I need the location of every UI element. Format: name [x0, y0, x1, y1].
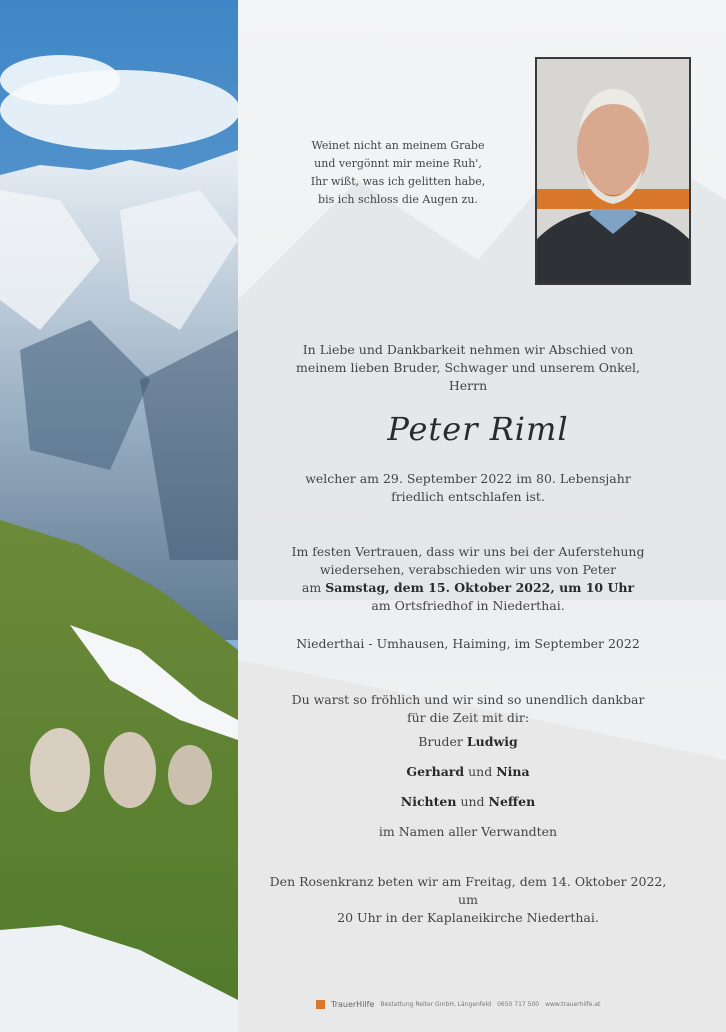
thanks-line: für die Zeit mit dir: [406, 710, 530, 725]
mourner-couple [268, 763, 668, 781]
mountain-photo [0, 0, 238, 1032]
footer-info: Bestattung Reiter GmbH, Längenfeld [380, 1000, 492, 1008]
footer-phone: 0650 717 500 [497, 1000, 540, 1008]
obituary-content [238, 0, 726, 1032]
mourner-brother [268, 733, 668, 751]
death-line: welcher am 29. September 2022 im 80. Lebensjahr [305, 471, 631, 486]
funeral-date: Samstag, dem 15. Oktober 2022, um 10 Uhr [325, 580, 635, 595]
place-date: Niederthai - Umhausen, Haiming, im September 2022 [296, 636, 640, 651]
funeral-line: Im festen Vertrauen, dass wir uns bei der Auferstehung [291, 544, 645, 559]
quote-line: Ihr wißt, was ich gelitten habe, [310, 175, 486, 188]
footer-website[interactable]: www.trauerhilfe.at [545, 1000, 601, 1008]
thanks-section [268, 691, 668, 853]
mourner-nieces-nephews [268, 793, 668, 811]
farewell-intro [268, 341, 668, 395]
rosary-line: Den Rosenkranz beten wir am Freitag, dem 14. Oktober 2022, um [269, 874, 667, 907]
brother-name: Ludwig [466, 734, 518, 749]
intro-line: Herrn [448, 378, 488, 393]
memorial-quote [298, 137, 498, 209]
conjunction: und [464, 764, 497, 779]
conjunction: und [456, 794, 489, 809]
funeral-line: wiedersehen, verabschieden wir uns von Peter [319, 562, 617, 577]
deceased-name: Peter Riml [387, 410, 569, 448]
mourner-group: Neffen [488, 794, 536, 809]
portrait-photo [535, 57, 691, 285]
rosary-line: 20 Uhr in der Kaplaneikirche Niederthai. [337, 910, 599, 925]
funeral-location: am Ortsfriedhof in Niederthai. [371, 598, 565, 613]
quote-line: Weinet nicht an meinem Grabe [311, 139, 485, 152]
brand-logo-icon [316, 1000, 325, 1009]
thanks-text [268, 691, 668, 727]
mourner-name: Nina [496, 764, 530, 779]
mourner-name: Gerhard [406, 764, 465, 779]
brother-label: Bruder [418, 734, 467, 749]
intro-line: In Liebe und Dankbarkeit nehmen wir Abschied von [302, 342, 634, 357]
rosary-notice [268, 873, 668, 927]
quote-line: bis ich schloss die Augen zu. [318, 193, 478, 206]
intro-line: meinem lieben Bruder, Schwager und unserem Onkel, [295, 360, 641, 375]
relatives-line: im Namen aller Verwandten [378, 824, 558, 839]
funeral-details [268, 543, 668, 615]
quote-line: und vergönnt mir meine Ruh', [314, 157, 482, 170]
brand-name: TrauerHilfe [331, 999, 375, 1009]
funeral-date-prefix: am [301, 580, 326, 595]
death-line: friedlich entschlafen ist. [391, 489, 545, 504]
thanks-line: Du warst so fröhlich und wir sind so unendlich dankbar [291, 692, 645, 707]
mourner-group: Nichten [400, 794, 457, 809]
funeral-date-line [268, 579, 668, 597]
footer-branding [316, 997, 696, 1011]
death-notice [268, 470, 668, 506]
